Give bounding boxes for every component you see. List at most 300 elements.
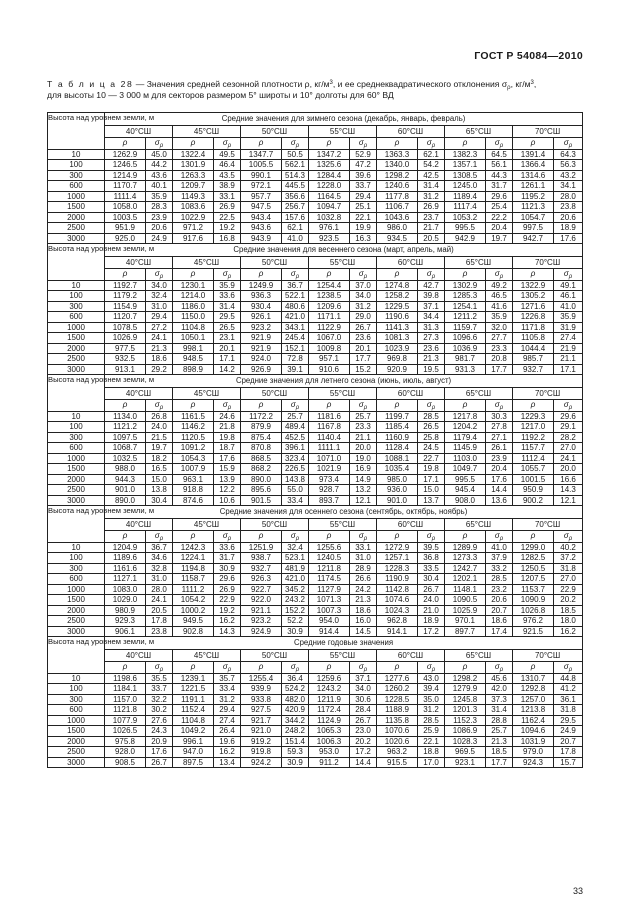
density-value: 942.7 [513,233,554,244]
sigma-value: 18.6 [486,616,513,627]
height-value: 600 [48,574,105,585]
sigma-subscript: ρ [363,143,368,150]
sigma-value: 12.2 [214,485,241,496]
sigma-value: 15.2 [350,364,377,375]
sigma-subscript: ρ [499,143,504,150]
density-value: 936.0 [377,485,418,496]
density-value: 938.7 [241,553,282,564]
density-value: 1172.2 [241,411,282,422]
table-row [48,684,583,695]
height-column-header: Высота над уровнем земли, м [48,637,105,674]
height-value: 100 [48,291,105,302]
sigma-value: 37.2 [554,553,583,564]
density-value: 1282.5 [513,553,554,564]
sigma-value: 23.2 [486,584,513,595]
sigma-value: 26.5 [214,322,241,333]
height-value: 100 [48,160,105,171]
sigma-symbol [350,530,377,542]
density-value: 1153.7 [513,584,554,595]
density-value: 1104.8 [173,715,214,726]
sigma-value: 14.9 [350,474,377,485]
density-value: 1021.9 [309,464,350,475]
sigma-value: 43.6 [146,170,173,181]
sigma-value: 243.2 [282,595,309,606]
latitude-header: 70°СШ [513,650,583,662]
caption-text-1: — Значения средней сезонной плотности ρ, кг/м [133,79,330,89]
sigma-value: 31.7 [486,181,513,192]
sigma-value: 35.9 [214,280,241,291]
density-value: 985.0 [377,474,418,485]
height-value: 1500 [48,464,105,475]
density-value: 1242.3 [173,542,214,553]
density-value: 1177.8 [377,191,418,202]
sigma-subscript: ρ [295,405,300,412]
sigma-value: 17.1 [554,364,583,375]
density-value: 1065.3 [309,726,350,737]
sigma-value: 22.9 [554,584,583,595]
sigma-value: 33.6 [214,542,241,553]
sigma-value: 41.0 [486,542,513,553]
latitude-header: 60°СШ [377,388,445,400]
density-value: 1121.3 [513,202,554,213]
density-value: 1009.8 [309,343,350,354]
sigma-value: 25.7 [282,411,309,422]
density-value: 922.0 [241,595,282,606]
sigma-letter: σ [426,662,432,672]
table-row [48,191,583,202]
sigma-value: 35.0 [418,694,445,705]
sigma-value: 489.4 [282,422,309,433]
density-value: 1024.3 [377,605,418,616]
density-value: 1094.6 [513,726,554,737]
sigma-value: 33.2 [486,563,513,574]
density-value: 1157.0 [105,694,146,705]
density-value: 1054.2 [173,595,214,606]
density-value: 954.0 [309,616,350,627]
rho-symbol: ρ [173,137,214,149]
density-value: 1302.9 [445,280,486,291]
density-value: 1192.2 [513,432,554,443]
rho-symbol: ρ [309,530,350,542]
latitude-header: 65°СШ [445,388,513,400]
density-value: 921.9 [241,343,282,354]
sigma-subscript: ρ [227,536,232,543]
height-value: 2500 [48,747,105,758]
density-value: 868.2 [241,464,282,475]
rho-symbol: ρ [445,530,486,542]
sigma-value: 25.7 [486,726,513,737]
rho-symbol: ρ [377,137,418,149]
density-value: 1029.0 [105,595,146,606]
table-row [48,563,583,574]
table-row [48,715,583,726]
sigma-value: 19.7 [146,443,173,454]
sigma-value: 44.3 [486,170,513,181]
density-value: 950.9 [513,485,554,496]
density-value: 926.3 [241,574,282,585]
sigma-value: 64.3 [554,149,583,160]
density-value: 1184.1 [105,684,146,695]
sigma-symbol [418,137,445,149]
sigma-value: 41.2 [554,684,583,695]
density-value: 996.1 [173,736,214,747]
sigma-value: 17.6 [214,453,241,464]
density-value: 1050.1 [173,333,214,344]
sigma-value: 33.4 [282,495,309,506]
sigma-value: 34.0 [350,291,377,302]
density-value: 1106.7 [377,202,418,213]
sigma-value: 30.9 [282,626,309,637]
table-body [48,113,583,768]
sigma-value: 20.5 [418,233,445,244]
sigma-value: 25.7 [350,411,377,422]
latitude-header: 40°СШ [105,519,173,531]
table-row [48,574,583,585]
sigma-letter: σ [426,531,432,541]
density-value: 939.9 [241,684,282,695]
density-value: 1161.6 [105,563,146,574]
density-value: 971.2 [173,223,214,234]
sigma-value: 49.1 [554,280,583,291]
sigma-value: 32.4 [146,291,173,302]
sigma-letter: σ [563,138,569,148]
sigma-value: 28.5 [418,411,445,422]
density-value: 1181.6 [309,411,350,422]
sigma-value: 36.7 [146,542,173,553]
sigma-value: 26.9 [214,584,241,595]
density-value: 1260.2 [377,684,418,695]
density-value: 1135.8 [377,715,418,726]
density-value: 981.7 [445,354,486,365]
density-value: 901.0 [105,485,146,496]
density-value: 1228.3 [377,563,418,574]
density-value: 1112.4 [513,453,554,464]
sigma-value: 28.3 [146,202,173,213]
density-value: 920.9 [377,364,418,375]
sigma-value: 52.9 [350,149,377,160]
section-title: Средние значения для осеннего сезона (сентябрь, октябрь, ноябрь) [105,506,583,519]
latitude-header: 45°СШ [173,650,241,662]
density-value: 911.2 [309,757,350,768]
sigma-value: 22.2 [486,212,513,223]
density-value: 951.9 [105,223,146,234]
sigma-letter: σ [154,269,160,279]
density-value: 998.1 [173,343,214,354]
density-value: 1186.0 [173,301,214,312]
sigma-value: 17.6 [146,747,173,758]
latitude-header: 70°СШ [513,257,583,269]
sigma-subscript: ρ [499,405,504,412]
table-row [48,747,583,758]
sigma-value: 39.4 [418,684,445,695]
sigma-value: 151.4 [282,736,309,747]
sigma-value: 31.0 [146,301,173,312]
density-value: 921.0 [241,726,282,737]
sigma-value: 25.8 [418,432,445,443]
page-number: 33 [572,886,583,896]
density-value: 976.2 [513,616,554,627]
density-value: 923.2 [241,322,282,333]
sigma-symbol [282,530,309,542]
sigma-value: 33.1 [350,542,377,553]
sigma-value: 31.2 [418,191,445,202]
sigma-value: 17.7 [486,757,513,768]
density-value: 963.2 [377,747,418,758]
sigma-subscript: ρ [227,405,232,412]
density-value: 1043.6 [377,212,418,223]
latitude-header: 40°СШ [105,257,173,269]
density-value: 1158.7 [173,574,214,585]
sigma-value: 42.5 [418,170,445,181]
sigma-letter: σ [494,400,500,410]
sigma-value: 31.2 [214,694,241,705]
density-value: 929.3 [105,616,146,627]
sigma-value: 27.6 [146,715,173,726]
density-value: 1189.4 [445,191,486,202]
density-value: 901.5 [241,495,282,506]
sigma-symbol [418,661,445,673]
density-value: 949.5 [173,616,214,627]
sigma-letter: σ [222,400,228,410]
sigma-value: 482.0 [282,694,309,705]
latitude-header: 55°СШ [309,650,377,662]
sigma-value: 31.0 [350,553,377,564]
density-value: 1068.7 [105,443,146,454]
density-value: 1150.0 [173,312,214,323]
sigma-letter: σ [222,269,228,279]
density-value: 906.1 [105,626,146,637]
density-value: 908.5 [105,757,146,768]
sigma-value: 19.7 [486,233,513,244]
density-value: 1054.7 [513,212,554,223]
sigma-letter: σ [222,531,228,541]
density-value: 1170.7 [105,181,146,192]
sigma-value: 20.5 [146,605,173,616]
table-row [48,181,583,192]
density-value: 1128.4 [377,443,418,454]
density-value: 985.7 [513,354,554,365]
latitude-header: 55°СШ [309,257,377,269]
sigma-subscript: ρ [227,143,232,150]
sigma-value: 24.9 [146,233,173,244]
sigma-value: 31.4 [418,181,445,192]
sigma-letter: σ [494,269,500,279]
density-value: 928.7 [309,485,350,496]
sigma-value: 21.7 [418,223,445,234]
density-value: 947.5 [241,202,282,213]
density-value: 1134.0 [105,411,146,422]
sigma-value: 30.9 [214,563,241,574]
height-value: 10 [48,149,105,160]
density-value: 923.5 [309,233,350,244]
density-value: 1161.5 [173,411,214,422]
density-value: 1189.6 [105,553,146,564]
rho-symbol: ρ [173,530,214,542]
sigma-value: 21.3 [146,343,173,354]
sigma-value: 26.5 [418,422,445,433]
sigma-letter: σ [154,400,160,410]
sigma-value: 39.8 [418,291,445,302]
sigma-value: 33.6 [214,291,241,302]
density-value: 1214.9 [105,170,146,181]
density-value: 1122.9 [309,322,350,333]
density-value: 1096.6 [445,333,486,344]
density-value: 926.1 [241,312,282,323]
sigma-subscript: ρ [363,274,368,281]
sigma-value: 24.2 [350,584,377,595]
sigma-subscript: ρ [499,667,504,674]
density-value: 1191.1 [173,694,214,705]
density-value: 1226.8 [513,312,554,323]
sigma-subscript: ρ [363,536,368,543]
density-value: 963.1 [173,474,214,485]
density-value: 1124.9 [309,715,350,726]
density-value: 1111.2 [173,584,214,595]
density-value: 1224.1 [173,553,214,564]
height-value: 2500 [48,616,105,627]
sigma-value: 31.8 [554,705,583,716]
sigma-letter: σ [154,138,160,148]
sigma-value: 522.1 [282,291,309,302]
sigma-letter: σ [494,662,500,672]
sigma-value: 17.8 [146,616,173,627]
sigma-value: 29.5 [214,312,241,323]
sigma-symbol [214,399,241,411]
caption-unit-exponent-2: 3 [530,80,534,86]
density-value: 921.5 [513,626,554,637]
height-value: 2500 [48,485,105,496]
density-value: 1141.3 [377,322,418,333]
section-title: Средние значения для летнего сезона (июнь, июль, август) [105,375,583,388]
density-value: 890.0 [105,495,146,506]
height-value: 1000 [48,715,105,726]
table-row [48,170,583,181]
sigma-value: 15.9 [214,464,241,475]
rho-symbol: ρ [513,530,554,542]
sigma-letter: σ [426,269,432,279]
height-value: 300 [48,694,105,705]
density-value: 1245.0 [445,181,486,192]
sigma-value: 31.8 [554,563,583,574]
sigma-value: 45.0 [146,149,173,160]
density-value: 957.1 [309,354,350,365]
table-row [48,584,583,595]
sigma-value: 59.3 [282,747,309,758]
sigma-value: 323.4 [282,453,309,464]
sigma-letter: σ [290,400,296,410]
sigma-value: 26.1 [486,443,513,454]
density-value: 1146.2 [173,422,214,433]
latitude-header: 55°СШ [309,519,377,531]
table-row [48,474,583,485]
latitude-header: 65°СШ [445,257,513,269]
sigma-letter: σ [494,531,500,541]
table-row [48,443,583,454]
height-value: 100 [48,553,105,564]
density-value: 943.6 [241,223,282,234]
density-value: 1088.1 [377,453,418,464]
height-value: 2500 [48,354,105,365]
sigma-value: 30.4 [418,574,445,585]
density-value: 988.0 [105,464,146,475]
density-value: 1121.8 [105,705,146,716]
height-value: 100 [48,422,105,433]
density-value: 1190.6 [377,312,418,323]
density-value: 1228.0 [309,181,350,192]
sigma-value: 36.7 [282,280,309,291]
sigma-value: 23.3 [486,343,513,354]
latitude-header: 45°СШ [173,126,241,138]
density-value: 1322.9 [513,280,554,291]
sigma-symbol [214,661,241,673]
section-header-row [48,375,583,388]
sigma-value: 21.8 [214,422,241,433]
sigma-symbol [146,399,173,411]
density-value: 972.1 [241,181,282,192]
density-value: 1049.7 [445,464,486,475]
sigma-subscript: ρ [568,667,573,674]
sigma-value: 21.5 [146,432,173,443]
height-value: 1500 [48,202,105,213]
sigma-value: 20.0 [350,443,377,454]
density-value: 910.6 [309,364,350,375]
sigma-value: 27.2 [146,322,173,333]
latitude-header: 70°СШ [513,519,583,531]
density-value: 1127.1 [105,574,146,585]
sigma-value: 27.0 [554,574,583,585]
height-value: 10 [48,542,105,553]
density-value: 1120.5 [173,432,214,443]
sigma-value: 396.1 [282,443,309,454]
sigma-symbol [486,530,513,542]
density-value: 1238.5 [309,291,350,302]
sigma-value: 15.0 [418,485,445,496]
density-value: 1148.1 [445,584,486,595]
density-value: 932.7 [241,563,282,574]
sigma-value: 18.6 [146,354,173,365]
sigma-value: 28.9 [350,563,377,574]
sigma-value: 226.5 [282,464,309,475]
sigma-subscript: ρ [499,274,504,281]
sigma-value: 37.3 [486,694,513,705]
density-value: 1254.4 [309,280,350,291]
sigma-value: 44.2 [146,160,173,171]
table-row [48,694,583,705]
sigma-letter: σ [426,138,432,148]
latitude-header: 40°СШ [105,650,173,662]
sigma-value: 20.2 [350,736,377,747]
sigma-letter: σ [563,269,569,279]
caption-unit-exponent: 3 [329,80,333,86]
sigma-value: 34.1 [554,181,583,192]
density-value: 925.0 [105,233,146,244]
density-value: 1262.9 [105,149,146,160]
density-value: 1086.9 [445,726,486,737]
height-value: 1500 [48,595,105,606]
section-title: Средние значения для зимнего сезона (декабрь, январь, февраль) [105,113,583,126]
density-value: 944.3 [105,474,146,485]
density-value: 890.0 [241,474,282,485]
density-value: 1347.7 [241,149,282,160]
density-value: 973.4 [309,474,350,485]
density-value: 1053.2 [445,212,486,223]
table-row [48,301,583,312]
sigma-value: 17.1 [418,474,445,485]
density-value: 1213.8 [513,705,554,716]
section-title: Средние значения для весеннего сезона (март, апрель, май) [105,244,583,257]
sigma-value: 32.4 [282,542,309,553]
sigma-value: 20.6 [486,595,513,606]
